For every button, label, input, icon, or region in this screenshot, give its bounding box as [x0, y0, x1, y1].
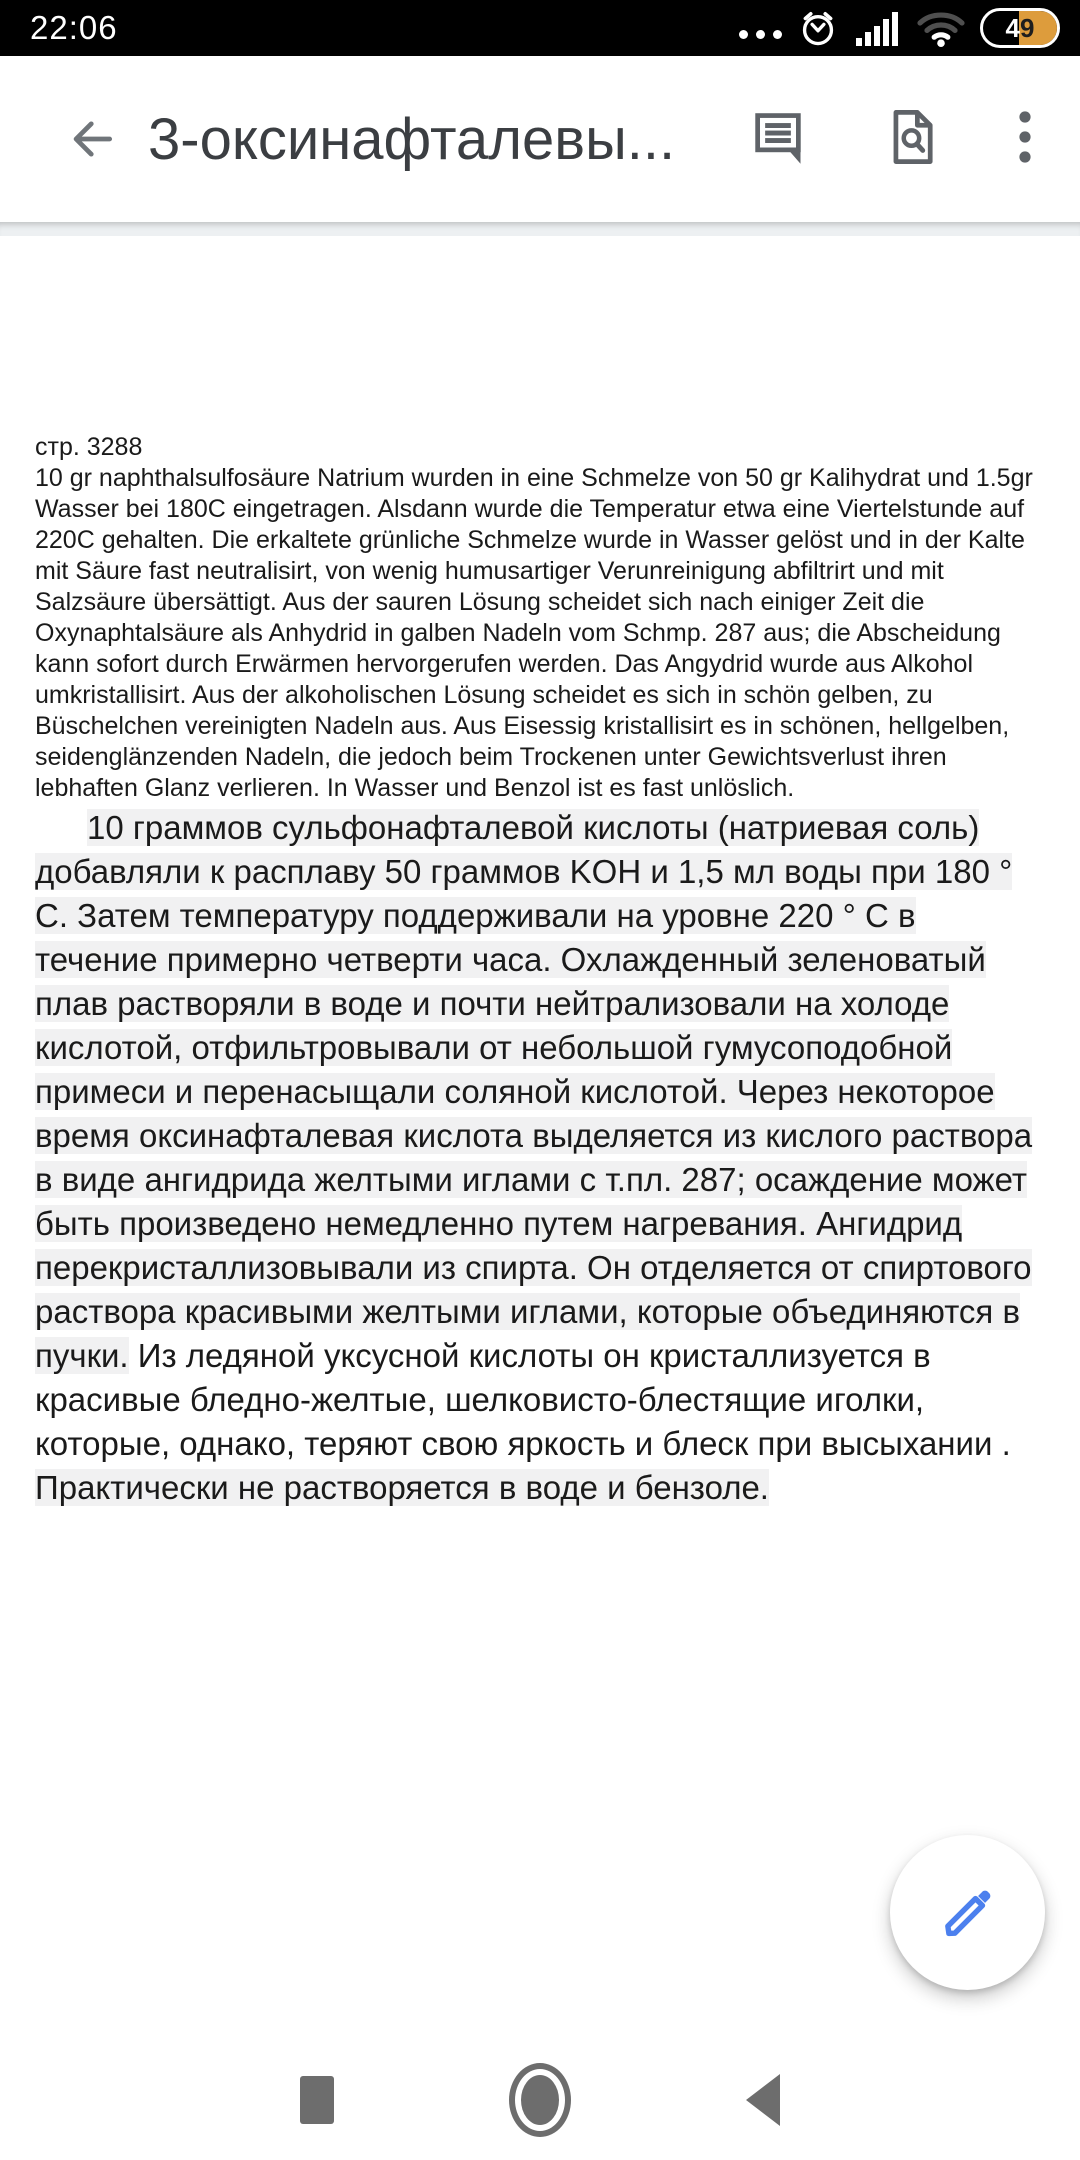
comment-icon — [750, 107, 806, 167]
edit-fab[interactable] — [890, 1835, 1045, 1990]
app-bar — [0, 56, 1080, 222]
find-in-document-button[interactable] — [884, 107, 940, 172]
plain-text: Из ледяной уксусной кислоты он кристаллизуется в красивые бледно-желтые, шелковисто-блестящие иголки, которые, однако, теряют свою яркость и блеск при высыхании . — [35, 1337, 1011, 1462]
page-gap — [0, 222, 1080, 236]
document-page[interactable] — [0, 236, 1080, 1510]
german-paragraph: 10 gr naphthalsulfosäure Natrium wurden in eine Schmelze von 50 gr Kalihydrat und 1.5gr Wasser bei 180C eingetragen. Alsdann wurde die Temperatur etwa eine Viertelstunde auf 220C gehalten. Die erkaltete grünliche Schmelze wurde in Wasser gelöst und in der Kalte mit Säure fast neutralisirt, von wenig humusartiger Verunreinigung abfiltrirt und mit Salzsäure übersättigt. Aus der sauren Lösung scheidet sich nach einiger Zeit die Oxynaphtalsäure als Anhydrid in galben Nadeln vom Schmp. 287 aus; die Abscheidung kann sofort durch Erwärmen hervorgerufen werden. Das Angydrid wurde aus Alkohol umkristallisirt. Aus der alkoholischen Lösung scheidet es sich in schön gelben, zu Büschelchen vereinigten Nadeln aus. Aus Eisessig kristallisirt es in schönen, hellgelben, seidenglänzenden Nadeln, die jedoch beim Trockenen unter Gewichtsverlust ihren lebhaften Glanz verlieren. In Wasser und Benzol ist es fast unlöslich. — [35, 464, 1033, 802]
comments-button[interactable] — [750, 107, 806, 172]
kebab-menu-icon — [1018, 107, 1032, 167]
navigation-bar — [0, 2040, 1080, 2160]
overflow-menu-button[interactable] — [1018, 107, 1032, 172]
status-bar — [0, 0, 1080, 56]
recents-button[interactable] — [300, 2076, 334, 2124]
back-arrow-icon — [62, 113, 114, 165]
pencil-icon — [937, 1882, 999, 1944]
recents-icon — [300, 2076, 334, 2124]
home-button[interactable] — [509, 2063, 571, 2137]
back-nav-button[interactable] — [746, 2074, 780, 2126]
status-icons — [739, 0, 1060, 56]
document-title: 3-оксинафталевы... — [148, 106, 676, 172]
back-triangle-icon — [746, 2074, 780, 2126]
back-button[interactable] — [58, 109, 118, 169]
page-reference: стр. 3288 — [35, 433, 143, 461]
clock: 22:06 — [30, 9, 118, 46]
document-search-icon — [884, 107, 940, 167]
highlighted-text: 10 граммов сульфонафталевой кислоты (натриевая соль) добавляли к расплаву 50 граммов KOH и 1,5 мл воды при 180 ° C. Затем температуру поддерживали на уровне 220 ° C в течение примерно четверти часа. Охлажденный зеленоватый плав растворяли в воде и почти нейтрализовали на холоде кислотой, отфильтровывали от небольшой гумусоподобной примеси и перенасыщали соляной кислотой. Через некоторое время оксинафталевая кислота выделяется из кислого раствора в виде ангидрида желтыми иглами с т.пл. 287; осаждение может быть произведено немедленно путем нагревания. Ангидрид перекристаллизовывали из спирта. Он отделяется от спиртового раствора красивыми желтыми иглами, которые объединяются в пучки. — [35, 809, 1033, 1374]
alarm-icon — [797, 7, 839, 49]
russian-paragraph — [35, 806, 1045, 1510]
app-bar-actions — [750, 107, 1032, 172]
battery-level: 4 9 — [1005, 12, 1035, 43]
wifi-icon — [917, 8, 965, 48]
notification-dots-icon — [739, 18, 782, 39]
home-icon — [509, 2063, 571, 2137]
cell-signal-icon — [854, 8, 902, 48]
battery-icon — [980, 8, 1060, 48]
highlighted-text: Практически не растворяется в воде и бензоле. — [35, 1469, 769, 1506]
